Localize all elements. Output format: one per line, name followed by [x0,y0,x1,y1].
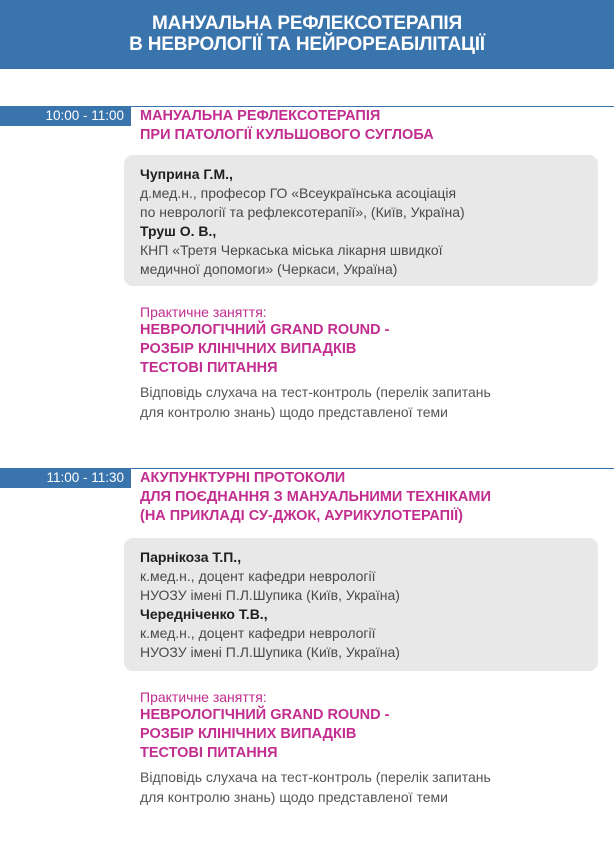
session-title-line: ПРИ ПАТОЛОГІЇ КУЛЬШОВОГО СУГЛОБА [140,127,434,143]
practice-title-line: НЕВРОЛОГІЧНИЙ GRAND ROUND - [140,707,390,723]
session-time-badge: 11:00 - 11:30 [0,468,131,488]
speaker-affiliation: НУОЗУ імені П.Л.Шупика (Київ, Україна) [140,587,400,603]
session-title-line: АКУПУНКТУРНІ ПРОТОКОЛИ [140,470,346,486]
session-title-line: МАНУАЛЬНА РЕФЛЕКСОТЕРАПІЯ [140,108,381,124]
practice-title-line: ТЕСТОВІ ПИТАННЯ [140,745,278,761]
speaker-name: Чередніченко Т.В., [140,606,268,622]
practice-description-line: для контролю знань) щодо представленої теми [140,789,448,805]
practice-title-line: РОЗБІР КЛІНІЧНИХ ВИПАДКІВ [140,341,357,357]
speaker-name: Труш О. В., [140,223,217,239]
speaker-affiliation: к.мед.н., доцент кафедри неврології [140,568,376,584]
practice-description-line: для контролю знань) щодо представленої теми [140,404,448,420]
speaker-affiliation: по неврології та рефлексотерапії», (Київ, Україна) [140,204,465,220]
program-header [0,0,614,69]
session-title [140,469,491,526]
header-title-line-2: В НЕВРОЛОГІЇ ТА НЕЙРОРЕАБІЛІТАЦІЇ [129,34,485,55]
speakers-box [124,155,598,286]
practice-title-line: ТЕСТОВІ ПИТАННЯ [140,360,278,376]
practice-block [140,688,491,807]
session-title-line: (НА ПРИКЛАДІ СУ-ДЖОК, АУРИКУЛОТЕРАПІЇ) [140,508,463,524]
practice-description-line: Відповідь слухача на тест-контроль (перелік запитань [140,769,491,785]
speaker-name: Парнікоза Т.П., [140,549,242,565]
speaker-name: Чуприна Г.М., [140,166,233,182]
speaker-affiliation: д.мед.н., професор ГО «Всеукраїнська асоціація [140,185,457,201]
speaker-affiliation: НУОЗУ імені П.Л.Шупика (Київ, Україна) [140,644,400,660]
speaker-affiliation: КНП «Третя Черкаська міська лікарня швидкої [140,242,443,258]
speaker-affiliation: к.мед.н., доцент кафедри неврології [140,625,376,641]
header-title-line-1: МАНУАЛЬНА РЕФЛЕКСОТЕРАПІЯ [152,13,462,34]
practice-label: Практичне заняття: [140,689,267,705]
speakers-box [124,538,598,671]
session-time-badge: 10:00 - 11:00 [0,106,131,126]
practice-description [140,382,491,422]
practice-title-line: НЕВРОЛОГІЧНИЙ GRAND ROUND - [140,322,390,338]
speaker-affiliation: медичної допомоги» (Черкаси, Україна) [140,261,398,277]
practice-description-line: Відповідь слухача на тест-контроль (перелік запитань [140,384,491,400]
practice-title-line: РОЗБІР КЛІНІЧНИХ ВИПАДКІВ [140,726,357,742]
practice-label: Практичне заняття: [140,304,267,320]
practice-description [140,767,491,807]
practice-block [140,303,491,422]
session-title-line: ДЛЯ ПОЄДНАННЯ З МАНУАЛЬНИМИ ТЕХНІКАМИ [140,489,491,505]
session-title [140,107,434,145]
